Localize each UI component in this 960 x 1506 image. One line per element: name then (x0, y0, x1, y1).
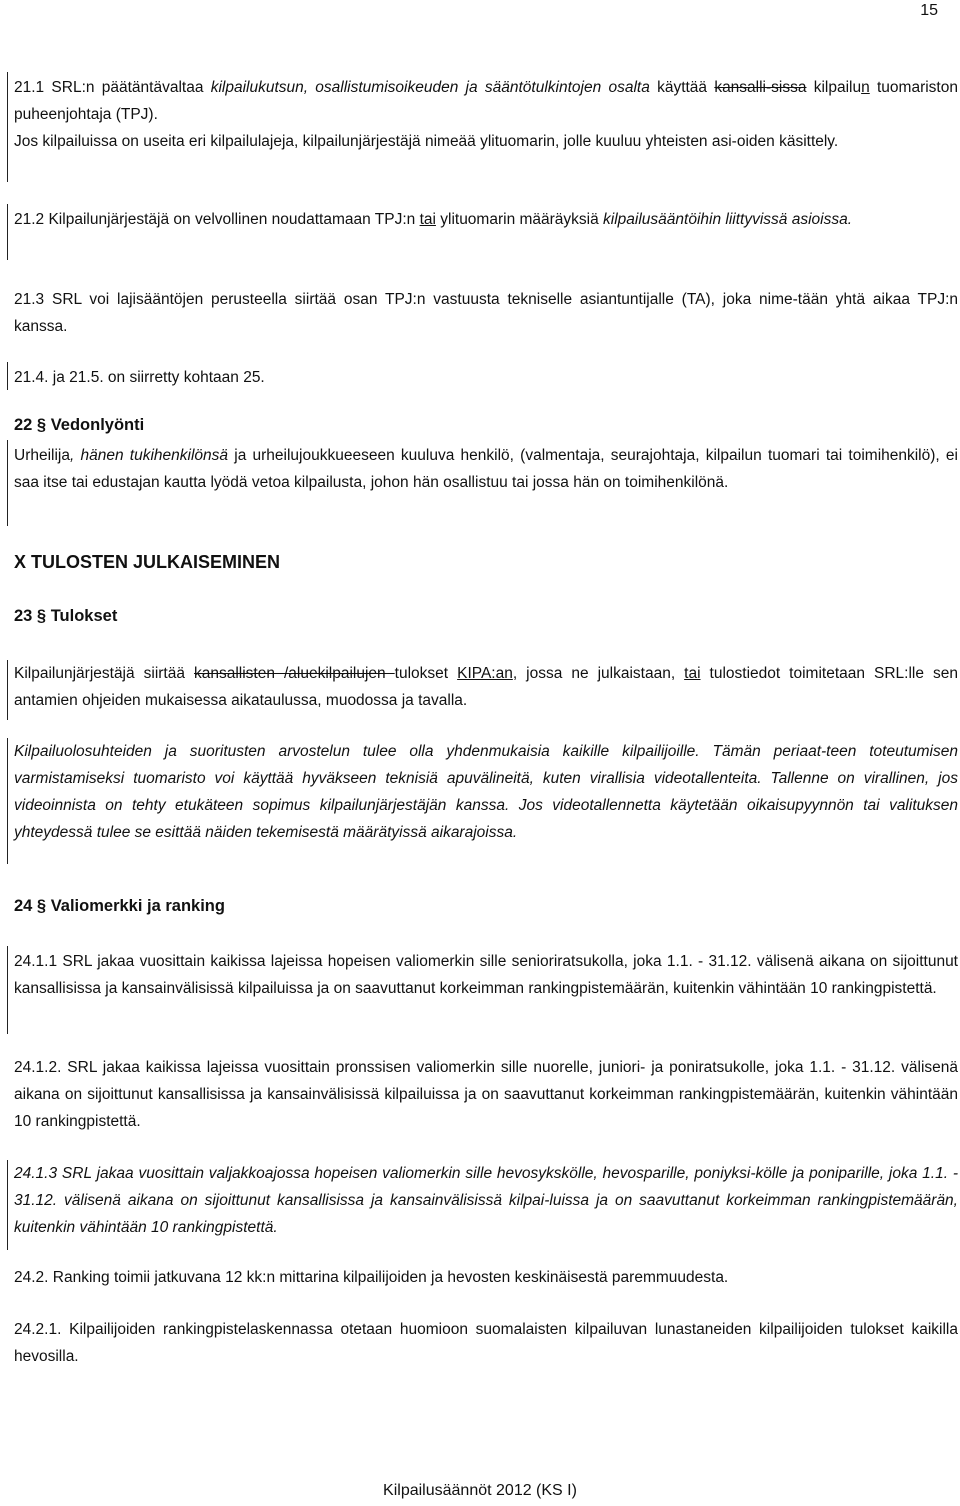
paragraph-24-2-1: 24.2.1. Kilpailijoiden rankingpistelaskennassa otetaan huomioon suomalaisten kilpailuvan lunastaneiden kilpailijoiden tulokset kaikilla hevosilla. (14, 1321, 958, 1365)
change-bar (7, 362, 8, 390)
paragraph-23-1: Kilpailunjärjestäjä siirtää kansallisten /aluekilpailujen tulokset KIPA:an, jossa ne julkaistaan, tai tulostiedot toimitetaan SRL:lle sen antamien ohjeiden mukaisessa aikataulussa, muodossa ja tavalla. (14, 665, 958, 709)
page-footer: Kilpailusäännöt 2012 (KS I) (383, 1482, 577, 1499)
section-23-title: 23 § Tulokset (14, 607, 118, 625)
paragraph-21-1: 21.1 SRL:n päätäntävaltaa kilpailukutsun, osallistumisoikeuden ja sääntötulkintojen osalta käyttää kansalli-sissa kilpailun tuomariston puheenjohtaja (TPJ). Jos kilpailuissa on useita eri kilpailulajeja, kilpailunjärjestäjä nimeää ylituomarin, jolle kuuluu yhteisten asi-oiden käsittely. (14, 79, 958, 150)
change-bar (7, 1160, 8, 1250)
change-bar (7, 204, 8, 260)
paragraph-23-2: Kilpailuolosuhteiden ja suoritusten arvostelun tulee olla yhdenmukaisia kaikille kilpailijoille. Tämän periaat-teen toteutumisen varmistamiseksi tuomaristo voi käyttää hyväkseen teknisiä apuvälineitä, kuten virallisia videotallenteita. Tallenne on virallinen, jos videoinnista on tehty etukäteen sopimus kilpailunjärjestäjän kanssa. Jos videotallennetta käytetään oikaisupyynnön tai valituksen yhteydessä tulee se esittää näiden tekemisestä määrätyissä aikarajoissa. (14, 743, 958, 841)
paragraph-21-4: 21.4. ja 21.5. on siirretty kohtaan 25. (14, 369, 265, 386)
paragraph-21-2: 21.2 Kilpailunjärjestäjä on velvollinen noudattamaan TPJ:n tai ylituomarin määräyksiä kilpailusääntöihin liittyvissä asioissa. (14, 211, 853, 228)
change-bar (7, 946, 8, 1034)
paragraph-21-3: 21.3 SRL voi lajisääntöjen perusteella siirtää osan TPJ:n vastuusta tekniselle asiantuntijalle (TA), joka nime-tään yhtä aikaa TPJ:n kanssa. (14, 291, 958, 335)
change-bar (7, 440, 8, 526)
paragraph-24-1-1: 24.1.1 SRL jakaa vuosittain kaikissa lajeissa hopeisen valiomerkin sille senioriratsukolla, joka 1.1. - 31.12. välisenä aikana on sijoittunut kansallisissa ja kansainvälisissä kilpailuissa ja on saavuttanut korkeimman rankingpistemäärän, kuitenkin vähintään 10 rankingpistettä. (14, 953, 958, 997)
paragraph-24-1-2: 24.1.2. SRL jakaa kaikissa lajeissa vuosittain pronssisen valiomerkin sille nuorelle, juniori- ja poniratsukolle, joka 1.1. - 31.12. välisenä aikana on sijoittunut kansallisissa ja kansainvälisissä kilpailuissa ja on saavuttanut korkeimman rankingpistemäärän, kuitenkin vähintään 10 rankingpistettä. (14, 1059, 958, 1130)
change-bar (7, 738, 8, 864)
change-bar (7, 660, 8, 720)
paragraph-24-2: 24.2. Ranking toimii jatkuvana 12 kk:n mittarina kilpailijoiden ja hevosten keskinäisestä paremmuudesta. (14, 1269, 729, 1286)
chapter-x-title: X TULOSTEN JULKAISEMINEN (14, 552, 281, 572)
paragraph-24-1-3: 24.1.3 SRL jakaa vuosittain valjakkoajossa hopeisen valiomerkin sille hevosykskölle, hevosparille, poniyksi-kölle ja poniparille, joka 1.1. - 31.12. välisenä aikana on sijoittunut kansallisissa ja kansainvälisissä kilpai-luissa ja on saavuttanut korkeimman rankingpistemäärän, kuitenkin vähintään 10 rankingpistettä. (14, 1165, 958, 1236)
paragraph-22: Urheilija, hänen tukihenkilönsä ja urheilujoukkueeseen kuuluva henkilö, (valmentaja, seurajohtaja, kilpailun tuomari tai toimihenkilö), ei saa itse tai edustajan kautta lyödä vetoa kilpailusta, johon hän osallistuu tai jossa hän on toimihenkilönä. (14, 447, 958, 491)
page-number: 15 (920, 2, 938, 19)
change-bar (7, 72, 8, 182)
section-24-title: 24 § Valiomerkki ja ranking (14, 897, 225, 915)
section-22-title: 22 § Vedonlyönti (14, 416, 145, 434)
